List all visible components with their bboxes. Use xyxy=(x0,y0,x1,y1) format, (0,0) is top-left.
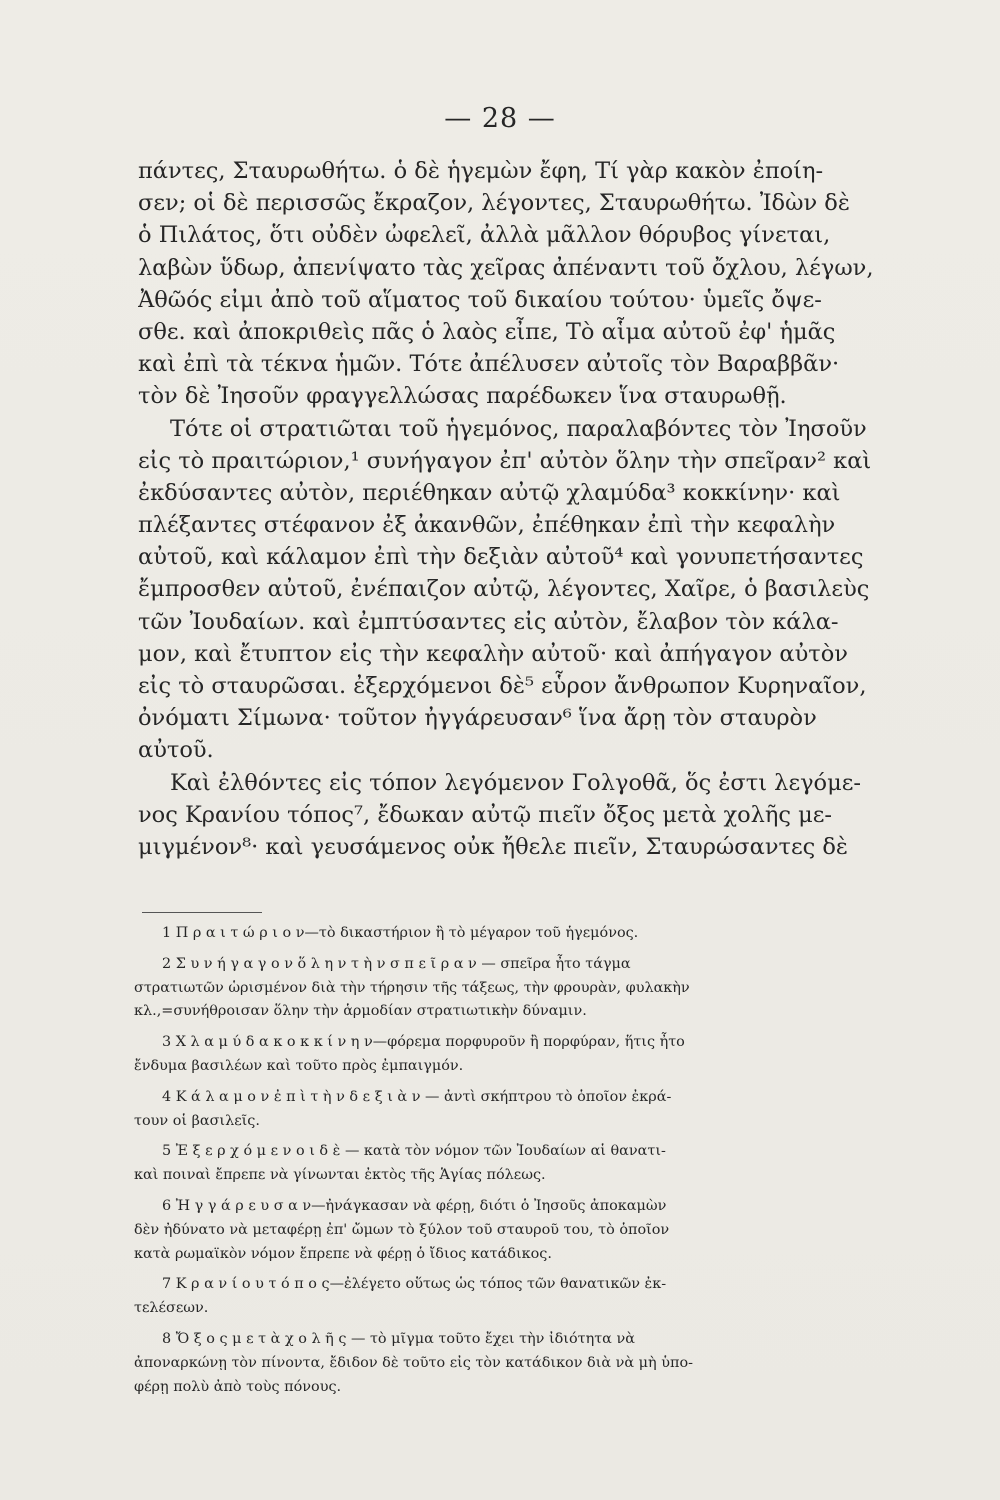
main-text xyxy=(138,155,893,863)
footnote-line: τελέσεων. xyxy=(134,1300,209,1317)
footnote-line: 8 Ὄ ξ ο ς μ ε τ ὰ χ ο λ ῆ ς — τὸ μῖγμα τοῦτο ἔχει τὴν ἰδιότητα νὰ xyxy=(162,1330,635,1347)
footnotes xyxy=(134,922,894,1399)
text-line: λαβὼν ὕδωρ, ἀπενίψατο τὰς χεῖρας ἀπέναντι τοῦ ὄχλου, λέγων, xyxy=(138,254,874,281)
text-line: μον, καὶ ἔτυπτον εἰς τὴν κεφαλὴν αὐτοῦ· καὶ ἀπήγαγον αὐτὸν xyxy=(138,640,848,667)
page-number: — 28 — xyxy=(444,103,556,134)
footnote-line: 3 Χ λ α μ ύ δ α κ ο κ κ ί ν η ν—φόρεμα πορφυροῦν ἢ πορφύραν, ἥτις ἦτο xyxy=(162,1034,685,1051)
footnote-line: ἀποναρκώνῃ τὸν πίνοντα, ἔδιδον δὲ τοῦτο εἰς τὸν κατάδικον διὰ νὰ μὴ ὑπο- xyxy=(134,1354,693,1371)
footnote-line: 7 Κ ρ α ν ί ο υ τ ό π ο ς—ἐλέγετο οὕτως ὡς τόπος τῶν θανατικῶν ἐκ- xyxy=(162,1276,667,1293)
footnote-line: φέρῃ πολὺ ἀπὸ τοὺς πόνους. xyxy=(134,1378,342,1395)
text-line: πάντες, Σταυρωθήτω. ὁ δὲ ἡγεμὼν ἔφη, Τί γὰρ κακὸν ἐποίη- xyxy=(138,158,824,184)
text-line: νος Κρανίου τόπος⁷, ἔδωκαν αὐτῷ πιεῖν ὄξος μετὰ χολῆς με- xyxy=(138,801,832,828)
footnote-line: 6 Ἠ γ γ ά ρ ε υ σ α ν—ἠνάγκασαν νὰ φέρῃ, διότι ὁ Ἰησοῦς ἀποκαμὼν xyxy=(162,1197,667,1214)
footnote-divider xyxy=(142,912,262,913)
footnote-line: κατὰ ρωμαϊκὸν νόμον ἔπρεπε νὰ φέρῃ ὁ ἴδιος κατάδικος. xyxy=(134,1245,552,1262)
footnote-line: 1 Π ρ α ι τ ώ ρ ι ο ν—τὸ δικαστήριον ἢ τὸ μέγαρον τοῦ ἡγεμόνος. xyxy=(162,925,639,941)
paragraph-start-line: Τότε οἱ στρατιῶται τοῦ ἡγεμόνος, παραλαβόντες τὸν Ἰησοῦν xyxy=(170,415,867,442)
text-line: καὶ ἐπὶ τὰ τέκνα ἡμῶν. Τότε ἀπέλυσεν αὐτοῖς τὸν Βαραββᾶν· xyxy=(138,351,840,378)
text-line: πλέξαντες στέφανον ἐξ ἀκανθῶν, ἐπέθηκαν ἐπὶ τὴν κεφαλὴν xyxy=(138,512,836,539)
text-line: σθε. καὶ ἀποκριθεὶς πᾶς ὁ λαὸς εἶπε, Τὸ αἷμα αὐτοῦ ἐφ' ἡμᾶς xyxy=(138,318,836,345)
text-line: αὐτοῦ. xyxy=(138,737,214,764)
text-line: αὐτοῦ, καὶ κάλαμον ἐπὶ τὴν δεξιὰν αὐτοῦ⁴ καὶ γονυπετήσαντες xyxy=(138,544,864,571)
footnote-line: 5 Ἐ ξ ε ρ χ ό μ ε ν ο ι δ ὲ — κατὰ τὸν νόμον τῶν Ἰουδαίων αἱ θανατι- xyxy=(162,1143,666,1160)
text-line: ἔμπροσθεν αὐτοῦ, ἐνέπαιζον αὐτῷ, λέγοντες, Χαῖρε, ὁ βασιλεὺς xyxy=(138,576,870,603)
footnote-line: καὶ ποιναὶ ἔπρεπε νὰ γίνωνται ἐκτὸς τῆς Ἁγίας πόλεως. xyxy=(134,1167,546,1184)
text-line: ὀνόματι Σίμωνα· τοῦτον ἠγγάρευσαν⁶ ἵνα ἄρῃ τὸν σταυρὸν xyxy=(138,705,817,732)
text-line: εἰς τὸ πραιτώριον,¹ συνήγαγον ἐπ' αὐτὸν ὅλην τὴν σπεῖραν² καὶ xyxy=(138,447,872,474)
text-line: ὁ Πιλάτος, ὅτι οὐδὲν ὠφελεῖ, ἀλλὰ μᾶλλον θόρυβος γίνεται, xyxy=(138,222,831,249)
footnote-line: στρατιωτῶν ὡρισμένον διὰ τὴν τήρησιν τῆς τάξεως, τὴν φρουρὰν, φυλακὴν xyxy=(134,979,690,996)
text-line: Ἀθῶός εἰμι ἀπὸ τοῦ αἵματος τοῦ δικαίου τούτου· ὑμεῖς ὄψε- xyxy=(138,286,822,313)
footnote-line: 2 Σ υ ν ή γ α γ ο ν ὅ λ η ν τ ὴ ν σ π ε ῖ ρ α ν — σπεῖρα ἦτο τάγμα xyxy=(162,955,631,972)
footnote-line: 4 Κ ά λ α μ ο ν ἐ π ὶ τ ὴ ν δ ε ξ ι ὰ ν — ἀντὶ σκήπτρου τὸ ὁποῖον ἐκρά- xyxy=(162,1088,672,1105)
text-line: τῶν Ἰουδαίων. καὶ ἐμπτύσαντες εἰς αὐτὸν, ἔλαβον τὸν κάλα- xyxy=(138,608,839,635)
paragraph-start-line: Καὶ ἐλθόντες εἰς τόπον λεγόμενον Γολγοθᾶ, ὅς ἐστι λεγόμε- xyxy=(170,769,861,796)
footnote-line: ἔνδυμα βασιλέων καὶ τοῦτο πρὸς ἐμπαιγμόν. xyxy=(134,1057,464,1074)
text-line: εἰς τὸ σταυρῶσαι. ἐξερχόμενοι δὲ⁵ εὗρον ἄνθρωπον Κυρηναῖον, xyxy=(138,673,867,699)
text-line: ἐκδύσαντες αὐτὸν, περιέθηκαν αὐτῷ χλαμύδα³ κοκκίνην· καὶ xyxy=(138,479,841,506)
text-line: σεν; οἱ δὲ περισσῶς ἔκραζον, λέγοντες, Σταυρωθήτω. Ἰδὼν δὲ xyxy=(138,190,850,217)
footnote-line: δὲν ἠδύνατο νὰ μεταφέρῃ ἐπ' ὤμων τὸ ξύλον τοῦ σταυροῦ του, τὸ ὁποῖον xyxy=(134,1221,670,1238)
footnote-line: τουν οἱ βασιλεῖς. xyxy=(134,1112,260,1129)
footnote-line: κλ.,=συνήθροισαν ὅλην τὴν ἁρμοδίαν στρατιωτικὴν δύναμιν. xyxy=(134,1003,587,1020)
text-line: μιγμένον⁸· καὶ γευσάμενος οὐκ ἤθελε πιεῖν, Σταυρώσαντες δὲ xyxy=(138,833,848,860)
text-line: τὸν δὲ Ἰησοῦν φραγγελλώσας παρέδωκεν ἵνα σταυρωθῇ. xyxy=(138,383,787,410)
